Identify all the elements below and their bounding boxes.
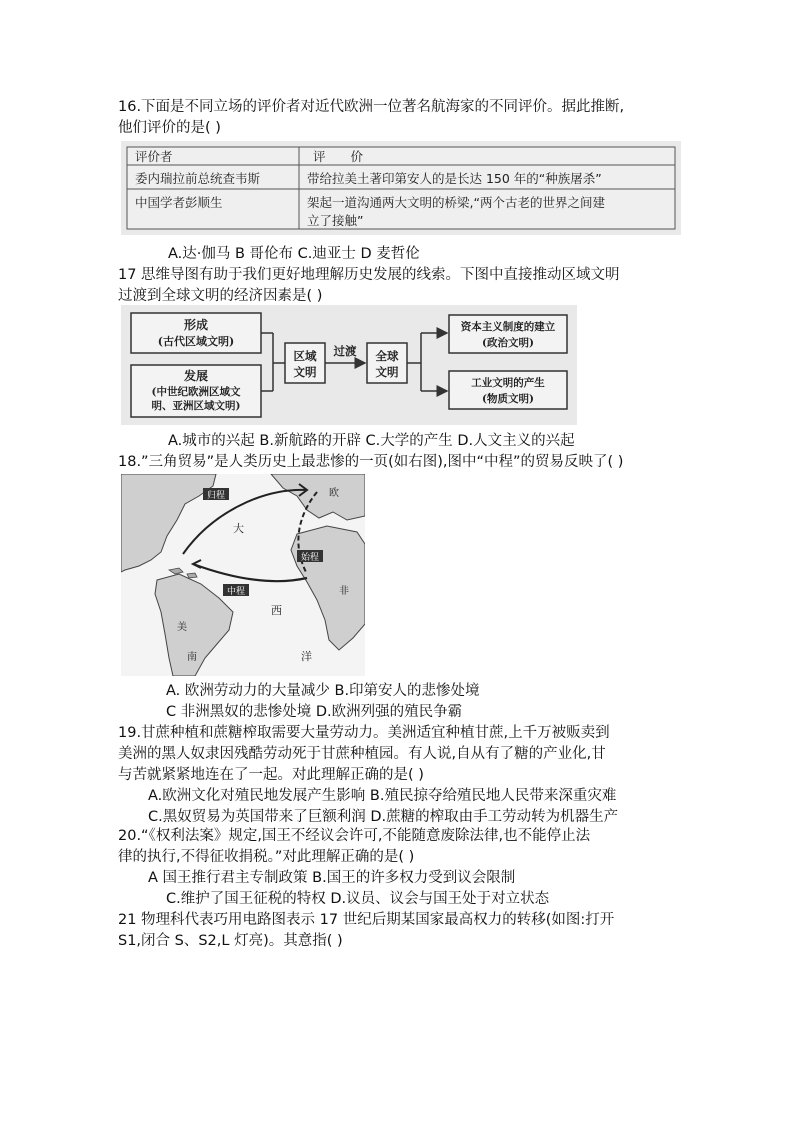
- q16-options: A.达·伽马 B 哥伦布 C.迪亚士 D 麦哲伦: [168, 246, 420, 262]
- box-capitalist-sub: (政治文明): [482, 337, 534, 349]
- q18-triangle-trade-map: [121, 474, 365, 676]
- table-header-evaluation: 评 价: [313, 149, 364, 164]
- q18-line1: 18.”三角贸易”是人类历史上最悲惨的一页(如右图),图中“中程”的贸易反映了( ): [118, 454, 624, 470]
- q17-line1: 17 思维导图有助于我们更好地理解历史发展的线索。下图中直接推动区域文明: [118, 267, 620, 283]
- label-south: 南: [187, 652, 197, 663]
- q19-options-line1: A.欧洲文化对殖民地发展产生影响 B.殖民掠夺给殖民地人民带来深重灾难: [148, 788, 617, 804]
- box-development-sub2: 明、亚洲区域文明): [151, 400, 241, 412]
- q16-line1: 16.下面是不同立场的评价者对近代欧洲一位著名航海家的不同评价。据此推断,: [118, 99, 625, 115]
- q21-line1: 21 物理科代表巧用电路图表示 17 世纪后期某国家最高权力的转移(如图:打开: [118, 912, 615, 928]
- label-middle-route: 中程: [226, 587, 246, 597]
- label-da: 大: [233, 522, 244, 535]
- box-development-title: 发展: [183, 369, 209, 383]
- label-africa: 非: [339, 586, 349, 597]
- label-start-route: 始程: [300, 553, 320, 563]
- box-capitalist-title: 资本主义制度的建立: [460, 321, 556, 333]
- q17-line2: 过渡到全球文明的经济因素是( ): [118, 288, 323, 304]
- box-global-line1: 全球: [375, 349, 399, 363]
- box-development-sub1: (中世纪欧洲区域文: [151, 386, 241, 398]
- box-formation-sub: (古代区域文明): [157, 335, 235, 348]
- table-header-evaluator: 评价者: [135, 149, 173, 164]
- q16-line2: 他们评价的是( ): [118, 120, 221, 136]
- label-america: 美: [177, 622, 187, 633]
- q18-options-line1: A. 欧洲劳动力的大量减少 B.印第安人的悲惨处境: [166, 683, 480, 699]
- q19-line2: 美洲的黑人奴隶因残酷劳动死于甘蔗种植园。有人说,自从有了糖的产业化,甘: [118, 746, 606, 762]
- box-industrial-title: 工业文明的产生: [471, 377, 545, 389]
- label-xi: 西: [271, 604, 282, 617]
- box-formation-title: 形成: [183, 318, 209, 332]
- label-europe: 欧: [329, 488, 339, 499]
- q16-evaluation-table: [121, 141, 681, 235]
- table-cell-r2c2-line2: 立了接触”: [307, 213, 364, 228]
- label-return-route: 归程: [206, 491, 226, 501]
- table-cell-r1c1: 委内瑞拉前总统查韦斯: [135, 171, 261, 186]
- q17-mind-map: [121, 305, 577, 425]
- box-global-line2: 文明: [375, 365, 399, 379]
- label-yang: 洋: [301, 650, 312, 663]
- table-cell-r1c2: 带给拉美土著印第安人的是长达 150 年的“种族屠杀”: [307, 171, 602, 186]
- box-regional-line2: 文明: [293, 365, 317, 379]
- q19-line3: 与苦就紧紧地连在了一起。对此理解正确的是( ): [118, 767, 424, 783]
- box-regional-line1: 区域: [293, 349, 317, 363]
- q20-options-line2: C.维护了国王征税的特权 D.议员、议会与国王处于对立状态: [166, 891, 550, 907]
- q20-options-line1: A 国王推行君主专制政策 B.国王的许多权力受到议会限制: [148, 870, 516, 886]
- q17-options: A.城市的兴起 B.新航路的开辟 C.大学的产生 D.人文主义的兴起: [168, 433, 575, 449]
- q18-options-line2: C 非洲黑奴的悲惨处境 D.欧洲列强的殖民争霸: [166, 704, 463, 720]
- q19-options-line2: C.黑奴贸易为英国带来了巨额利润 D.蔗糖的榨取由手工劳动转为机器生产: [148, 809, 619, 825]
- table-cell-r2c1: 中国学者彭顺生: [135, 195, 223, 210]
- transition-label: 过渡: [333, 344, 357, 358]
- q20-line1: 20.“《权利法案》规定,国王不经议会许可,不能随意废除法律,也不能停止法: [118, 828, 591, 844]
- table-cell-r2c2-line1: 架起一道沟通两大文明的桥梁,“两个古老的世界之间建: [307, 195, 605, 210]
- q20-line2: 律的执行,不得征收捐税。”对此理解正确的是( ): [118, 849, 415, 865]
- q21-line2: S1,闭合 S、S2,L 灯亮)。其意指( ): [118, 933, 343, 949]
- box-industrial-sub: (物质文明): [482, 393, 534, 405]
- q19-line1: 19.甘蔗种植和蔗糖榨取需要大量劳动力。美洲适宜种植甘蔗,上千万被贩卖到: [118, 725, 610, 741]
